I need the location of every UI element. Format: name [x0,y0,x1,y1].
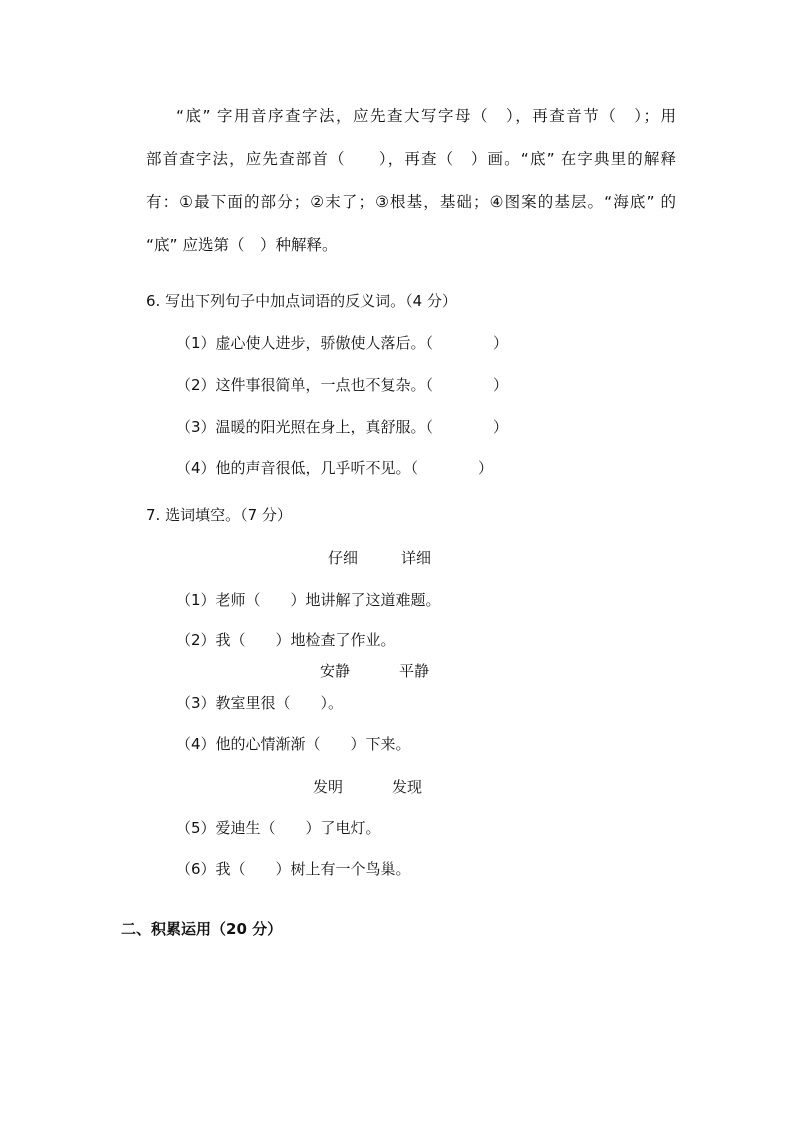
q5-line-2: 部首查字法，应先查部首（ ），再查（ ）画。“底” 在字典里的解释 [146,150,676,168]
q7-item-1: （1）老师（ ）地讲解了这道难题。 [176,591,441,609]
q7-item-5: （5）爱迪生（ ）了电灯。 [176,819,381,837]
q7-word-option: 发明 [313,778,344,796]
q5-line-1: “底” 字用音序查字法，应先查大写字母（ ），再查音节（ ）；用 [176,107,676,125]
section-heading: 二、积累运用（20 分） [121,920,283,938]
q7-item-4: （4）他的心情渐渐（ ）下来。 [176,735,411,753]
q7-item-2: （2）我（ ）地检查了作业。 [176,631,396,649]
q6-item-4: （4）他的声音很低，几乎听不见。（ ） [176,459,494,477]
q7-word-option: 仔细 [328,549,359,567]
q7-item-6: （6）我（ ）树上有一个鸟巢。 [176,860,411,878]
q7-word-option: 发现 [392,778,423,796]
q7-word-option: 安静 [320,662,351,680]
q6-item-1: （1）虚心使人进步，骄傲使人落后。（ ） [176,334,509,352]
q7-item-3: （3）教室里很（ ）。 [176,694,344,712]
q7-word-option: 平静 [399,662,430,680]
q6-item-2: （2）这件事很简单，一点也不复杂。（ ） [176,376,509,394]
q5-line-3: 有：①最下面的部分；②末了；③根基，基础；④图案的基层。“海底” 的 [146,193,676,211]
q7-word-option: 详细 [401,549,432,567]
q6-title: 6. 写出下列句子中加点词语的反义词。（4 分） [146,292,457,310]
q6-item-3: （3）温暖的阳光照在身上，真舒服。（ ） [176,418,509,436]
q7-title: 7. 选词填空。（7 分） [146,506,292,524]
q5-line-4: “底” 应选第（ ）种解释。 [146,236,338,254]
q5-paragraph [146,95,676,267]
